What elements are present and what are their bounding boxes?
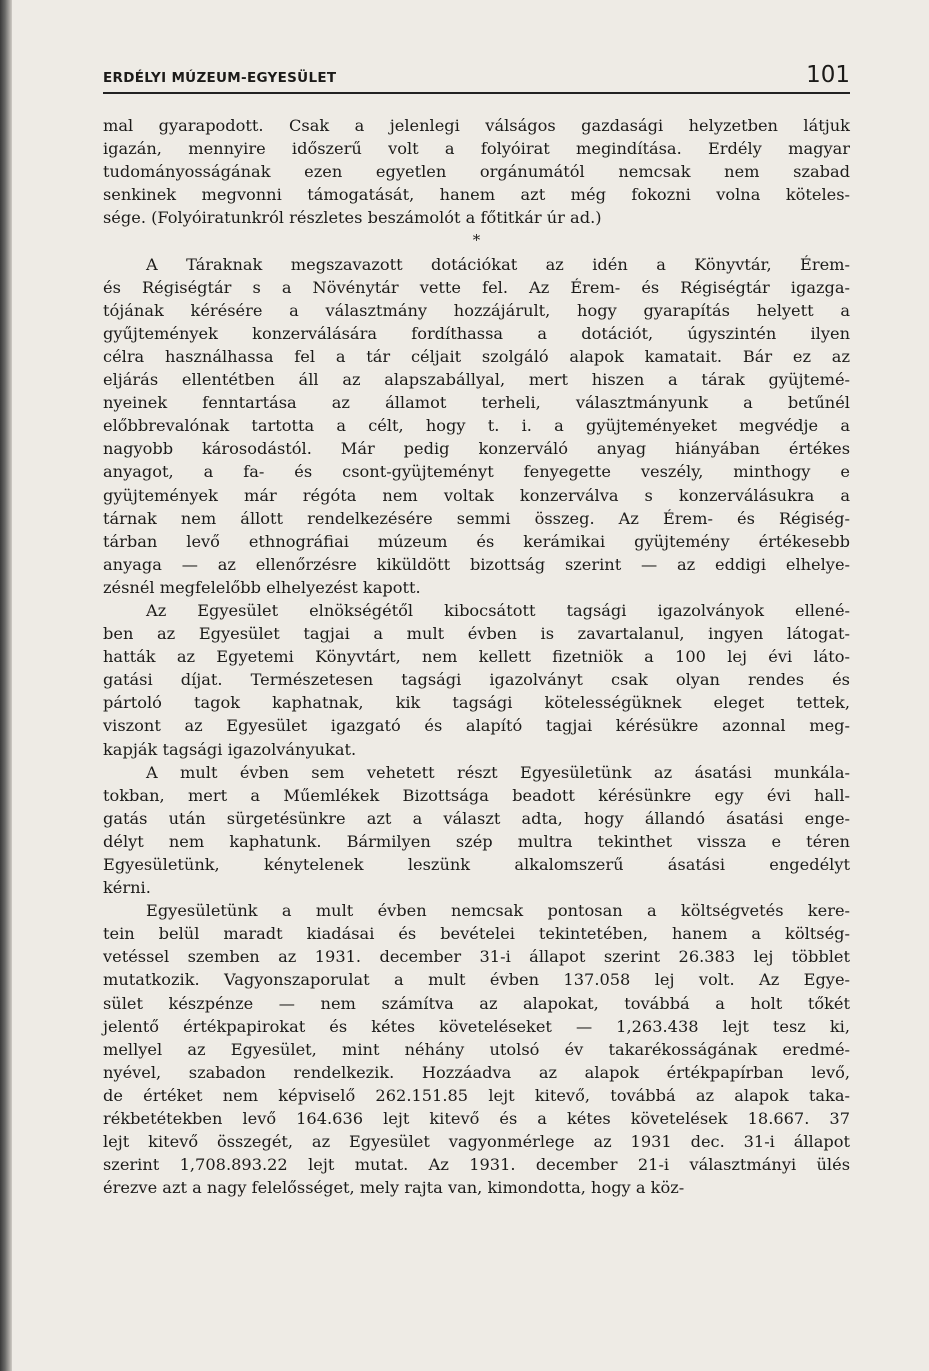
text-line: kérni. <box>103 878 151 898</box>
text-line: előbbrevalónak tartotta a célt, hogy t. i. a gyüjteményeket megvédje a <box>103 416 850 436</box>
text-line: szerint 1,708.893.22 lejt mutat. Az 1931. december 21-i választmányi ülés <box>103 1155 850 1175</box>
text-line: anyagot, a fa- és csont-gyüjteményt fenyegette veszély, minthogy e <box>103 462 850 482</box>
text-line: viszont az Egyesület igazgató és alapító tagjai kérésükre azonnal meg- <box>103 716 850 736</box>
text-line: tein belül maradt kiadásai és bevételei tekintetében, hanem a költség- <box>103 924 850 944</box>
text-line: pártoló tagok kaphatnak, kik tagsági kötelességüknek eleget tettek, <box>103 693 850 713</box>
text-line: gatás után sürgetésünkre azt a választ adta, hogy állandó ásatási enge- <box>103 808 850 828</box>
text-line: de értéket nem képviselő 262.151.85 lejt kitevő, továbbá az alapok taka- <box>103 1085 850 1105</box>
text-line: nyeinek fenntartása az államot terheli, választmányunk a betűnél <box>103 393 850 413</box>
paragraph <box>103 253 850 599</box>
page-number: 101 <box>806 62 850 88</box>
text-line: eljárás ellentétben áll az alapszabállyal, mert hiszen a tárak gyüjtemé- <box>103 370 850 390</box>
text-line: célra használhassa fel a tár céljait szolgáló alapok kamatait. Bár ez az <box>103 346 850 366</box>
text-line: tárban levő ethnográfiai múzeum és kerámikai gyüjtemény értékesebb <box>103 531 850 551</box>
body-text <box>103 114 850 1199</box>
text-line: Egyesületünk, kénytelenek leszünk alkalomszerű ásatási engedélyt <box>103 855 850 874</box>
text-line: gatási díjat. Természetesen tagsági igazolványt csak olyan rendes és <box>103 670 850 690</box>
text-line: mutatkozik. Vagyonszaporulat a mult évben 137.058 lej volt. Az Egye- <box>103 970 850 990</box>
text-line: anyaga — az ellenőrzésre kiküldött bizottság szerint — az eddigi elhelye- <box>103 554 850 574</box>
text-line: sület készpénze — nem számítva az alapokat, továbbá a holt tőkét <box>103 993 850 1013</box>
text-line: délyt nem kaphatunk. Bármilyen szép multra tekinthet vissza e téren <box>103 831 850 851</box>
journal-title: ERDÉLYI MÚZEUM-EGYESÜLET <box>103 70 337 86</box>
text-line: Egyesületünk a mult évben nemcsak pontosan a költségvetés kere- <box>146 901 850 921</box>
text-line: A mult évben sem vehetett részt Egyesületünk az ásatási munkála- <box>146 762 850 782</box>
paragraph <box>103 599 850 761</box>
text-line: nyével, szabadon rendelkezik. Hozzáadva az alapok értékpapírban levő, <box>103 1062 850 1082</box>
text-line: és Régiségtár s a Növénytár vette fel. Az Érem- és Régiségtár igazga- <box>103 277 850 297</box>
text-line: ben az Egyesület tagjai a mult évben is zavartalanul, ingyen látogat- <box>103 624 850 644</box>
running-header <box>103 58 850 94</box>
paragraph <box>103 114 850 229</box>
text-line: mellyel az Egyesület, mint néhány utolsó év takarékosságának eredmé- <box>103 1039 850 1059</box>
text-line: vetéssel szemben az 1931. december 31-i állapot szerint 26.383 lej többlet <box>103 947 850 967</box>
section-separator: * <box>472 231 481 250</box>
text-line: hatták az Egyetemi Könyvtárt, nem kellett fizetniök a 100 lej évi láto- <box>103 647 850 667</box>
text-line: nagyobb károsodástól. Már pedig konzerváló anyag hiányában értékes <box>103 439 850 459</box>
text-line: gyűjtemények konzerválására fordíthassa a dotációt, úgyszintén ilyen <box>103 323 850 343</box>
text-line: A Táraknak megszavazott dotációkat az idén a Könyvtár, Érem- <box>146 254 850 274</box>
text-line: lejt kitevő összegét, az Egyesület vagyonmérlege az 1931 dec. 31-i állapot <box>103 1132 850 1152</box>
paragraph <box>103 761 850 900</box>
text-line: Az Egyesület elnökségétől kibocsátott tagsági igazolványok ellené- <box>146 600 850 620</box>
text-line: igazán, mennyire időszerű volt a folyóirat megindítása. Erdély magyar <box>103 139 850 159</box>
text-line: zésnél megfelelőbb elhelyezést kapott. <box>103 577 421 597</box>
text-line: rékbetétekben levő 164.636 lejt kitevő és a kétes követelések 18.667. 37 <box>103 1109 850 1129</box>
text-line: tárnak nem állott rendelkezésére semmi összeg. Az Érem- és Régiség- <box>103 508 850 528</box>
text-line: mal gyarapodott. Csak a jelenlegi válságos gazdasági helyzetben látjuk <box>103 116 850 135</box>
page-binding-shadow <box>0 0 12 1371</box>
text-line: kapják tagsági igazolványukat. <box>103 739 357 759</box>
paragraph <box>103 899 850 1199</box>
text-line: gyüjtemények már régóta nem voltak konzerválva s konzerválásukra a <box>103 485 850 505</box>
text-line: érezve azt a nagy felelősséget, mely rajta van, kimondotta, hogy a köz- <box>103 1178 685 1198</box>
text-line: jelentő értékpapirokat és kétes követeléseket — 1,263.438 lejt tesz ki, <box>103 1016 850 1036</box>
text-line: tudományosságának ezen egyetlen orgánumától nemcsak nem szabad <box>103 162 850 182</box>
text-line: senkinek megvonni támogatását, hanem azt még fokozni volna köteles- <box>103 185 850 205</box>
text-line: sége. (Folyóiratunkról részletes beszámolót a főtitkár úr ad.) <box>103 208 602 228</box>
text-line: tójának kérésére a választmány hozzájárult, hogy gyarapítás helyett a <box>103 300 850 320</box>
text-line: tokban, mert a Műemlékek Bizottsága beadott kérésünkre egy évi hall- <box>103 785 850 805</box>
